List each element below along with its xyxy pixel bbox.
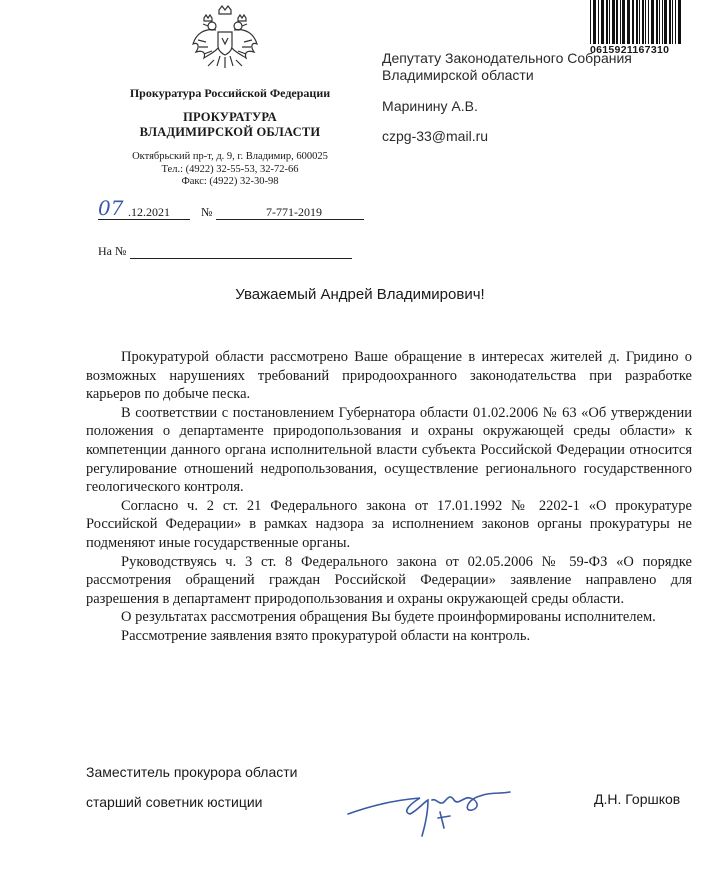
date-underline <box>98 219 190 220</box>
recipient-name: Маринину А.В. <box>382 98 478 114</box>
letter-number: 7-771-2019 <box>266 205 322 219</box>
signatory-position: Заместитель прокурора области <box>86 764 298 780</box>
recipient-email: czpg-33@mail.ru <box>382 128 489 144</box>
signatory-rank: старший советник юстиции <box>86 794 263 810</box>
salutation: Уважаемый Андрей Владимирович! <box>235 286 485 303</box>
reply-to-label: На № <box>98 244 127 258</box>
body-paragraph: В соответствии с постановлением Губернатора области 01.02.2006 № 63 «Об утверждении положения о департаменте природопользования и охраны окружающей среды области» к компетенции данного органа исполнительной власти субъекта Российской Федерации относится регулирование отношений недропользования, осуществление регионального государственного геологического контроля. <box>86 404 692 496</box>
number-underline <box>216 219 364 220</box>
office-name-line2: ВЛАДИМИРСКОЙ ОБЛАСТИ <box>139 125 321 139</box>
letter-date: .12.2021 <box>128 205 170 219</box>
double-headed-eagle-emblem-icon <box>190 4 260 72</box>
handwritten-signature <box>340 770 540 850</box>
agency-name: Прокуратура Российской Федерации <box>129 86 331 100</box>
letterhead <box>100 86 360 189</box>
body-paragraph: О результатах рассмотрения обращения Вы будете проинформированы исполнителем. <box>121 609 656 626</box>
office-fax: Факс: (4922) 32-30-98 <box>181 176 279 187</box>
barcode-number: 0615921167310 <box>590 44 700 56</box>
handwritten-day: 07 <box>98 196 124 220</box>
body-paragraph: Рассмотрение заявления взято прокуратурой области на контроль. <box>121 627 531 644</box>
recipient-title-line2: Владимирской области <box>382 67 534 83</box>
body-paragraph: Прокуратурой области рассмотрено Ваше обращение в интересах жителей д. Гридино о возможных нарушениях требований природоохранного законодательства при разработке карьеров по добыче песка. <box>86 349 692 403</box>
office-phone: Тел.: (4922) 32-55-53, 32-72-66 <box>161 163 299 175</box>
office-name-line1: ПРОКУРАТУРА <box>183 110 277 124</box>
body-paragraph: Руководствуясь ч. 3 ст. 8 Федерального закона от 02.05.2006 № 59-ФЗ «О порядке рассмотрения обращений граждан Российской Федерации» заявление направлено для разрешения в департамент природопользования и охраны окружающей среды области. <box>86 553 692 607</box>
date-number-row <box>98 196 368 222</box>
recipient-block <box>382 50 692 144</box>
office-address: Октябрьский пр-т, д. 9, г. Владимир, 600025 <box>132 151 328 162</box>
reply-to-underline <box>130 258 352 259</box>
recipient-title-line1: Депутату Законодательного Собрания <box>382 50 632 66</box>
body-paragraph: Согласно ч. 2 ст. 21 Федерального закона от 17.01.1992 № 2202-1 «О прокуратуре Российской Федерации» в рамках надзора за исполнением законов органы прокуратуры не подменяют иные государственные органы. <box>86 497 692 551</box>
letter-body <box>86 348 692 646</box>
number-sign: № <box>201 205 213 219</box>
signatory-name: Д.Н. Горшков <box>594 791 681 807</box>
